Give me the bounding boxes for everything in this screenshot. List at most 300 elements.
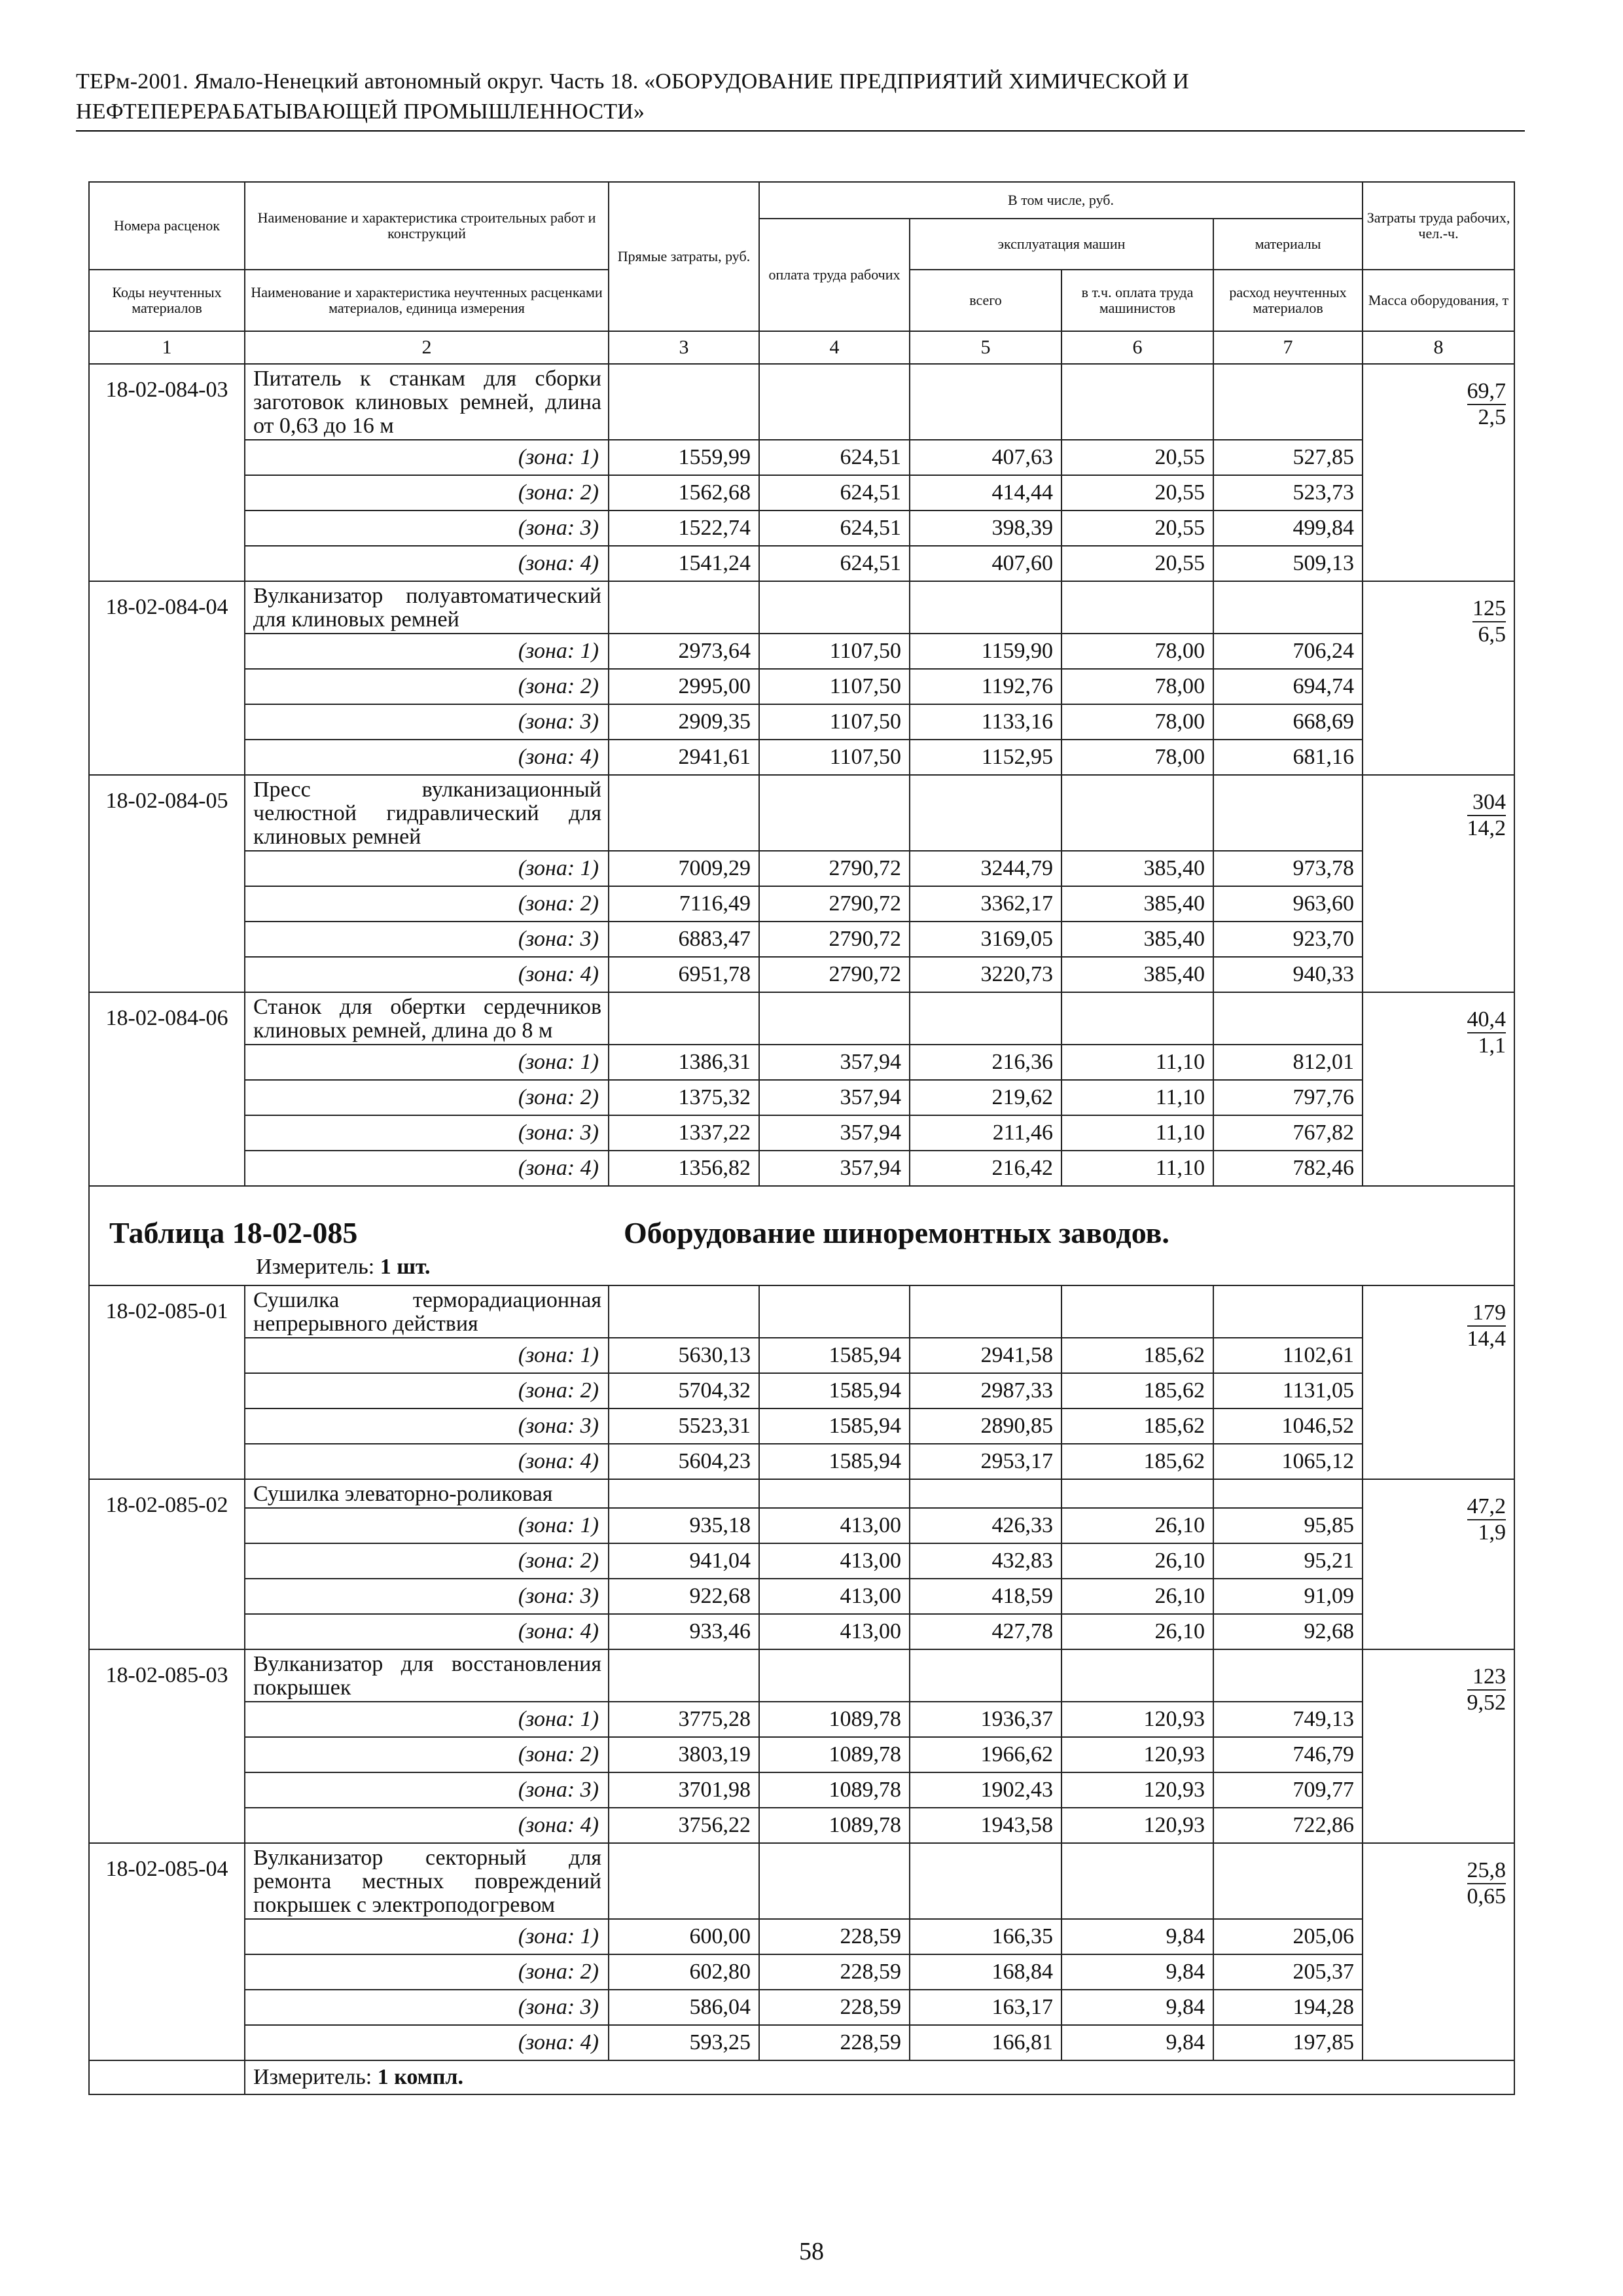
materials-cost: 940,33 — [1213, 957, 1363, 992]
empty-cell — [910, 1285, 1061, 1338]
machine-cost-total: 407,63 — [910, 440, 1061, 475]
zone-label: (зона: 3) — [245, 922, 609, 957]
col8-header-top: Затраты труда рабочих, чел.-ч. — [1363, 182, 1514, 270]
zone-label: (зона: 1) — [245, 851, 609, 886]
empty-cell — [609, 992, 759, 1045]
materials-cost: 797,76 — [1213, 1080, 1363, 1115]
direct-cost: 3701,98 — [609, 1772, 759, 1808]
labor-cost: 304 — [1467, 790, 1507, 816]
table-title-block — [90, 1187, 1514, 1283]
machinist-wages: 9,84 — [1061, 2025, 1213, 2060]
labor-mass-fraction — [1467, 1300, 1507, 1352]
machine-cost-total: 1936,37 — [910, 1702, 1061, 1737]
col1-header-bottom: Коды неучтенных материалов — [89, 270, 245, 331]
machine-cost-total: 3220,73 — [910, 957, 1061, 992]
price-table — [88, 181, 1515, 2095]
empty-cell — [1061, 1843, 1213, 1919]
item-name-row — [89, 992, 1514, 1045]
labor-cost: 40,4 — [1467, 1007, 1507, 1033]
zone-row — [89, 1772, 1514, 1808]
col1-header-top: Номера расценок — [89, 182, 245, 270]
materials-cost: 681,16 — [1213, 740, 1363, 775]
machinist-wages: 120,93 — [1061, 1808, 1213, 1843]
labor-mass-cell — [1363, 364, 1514, 581]
unit-value: 1 шт. — [380, 1255, 431, 1279]
rate-code: 18-02-085-03 — [89, 1649, 245, 1843]
zone-row — [89, 1808, 1514, 1843]
item-name-row — [89, 364, 1514, 440]
labor-cost: 47,2 — [1467, 1494, 1507, 1520]
machine-cost-total: 1133,16 — [910, 704, 1061, 740]
zone-row — [89, 922, 1514, 957]
zone-row — [89, 704, 1514, 740]
empty-cell — [759, 1843, 910, 1919]
machinist-wages: 78,00 — [1061, 634, 1213, 669]
direct-cost: 586,04 — [609, 1990, 759, 2025]
direct-cost: 602,80 — [609, 1954, 759, 1990]
materials-header: материалы — [1213, 219, 1363, 270]
header-line-2: НЕФТЕПЕРЕРАБАТЫВАЮЩЕЙ ПРОМЫШЛЕННОСТИ» — [76, 99, 645, 124]
zone-label: (зона: 3) — [245, 1115, 609, 1151]
direct-cost: 1562,68 — [609, 475, 759, 511]
machine-cost-total: 211,46 — [910, 1115, 1061, 1151]
table-title-row — [89, 1186, 1514, 1285]
zone-row — [89, 1614, 1514, 1649]
empty-cell — [910, 1479, 1061, 1508]
machine-cost-total: 166,81 — [910, 2025, 1061, 2060]
direct-cost: 2995,00 — [609, 669, 759, 704]
col-number: 5 — [910, 331, 1061, 364]
empty-cell — [1061, 775, 1213, 851]
machinist-wages: 78,00 — [1061, 740, 1213, 775]
worker-wages: 2790,72 — [759, 957, 910, 992]
labor-mass-cell — [1363, 1479, 1514, 1649]
col-number: 3 — [609, 331, 759, 364]
zone-row — [89, 1080, 1514, 1115]
direct-cost: 7116,49 — [609, 886, 759, 922]
worker-wages: 2790,72 — [759, 922, 910, 957]
labor-cost: 179 — [1467, 1300, 1507, 1327]
col-number: 2 — [245, 331, 609, 364]
worker-wages: 228,59 — [759, 1954, 910, 1990]
machinist-wages: 385,40 — [1061, 851, 1213, 886]
worker-wages: 1585,94 — [759, 1373, 910, 1408]
footer-unit-prefix: Измеритель: — [253, 2065, 372, 2089]
direct-cost: 1541,24 — [609, 546, 759, 581]
direct-cost: 922,68 — [609, 1579, 759, 1614]
empty-cell — [1061, 992, 1213, 1045]
col-number: 4 — [759, 331, 910, 364]
worker-wages: 2790,72 — [759, 851, 910, 886]
labor-mass-cell — [1363, 1843, 1514, 2060]
worker-wages: 1089,78 — [759, 1808, 910, 1843]
empty-cell — [1061, 581, 1213, 634]
worker-wages: 624,51 — [759, 440, 910, 475]
equipment-mass: 14,4 — [1467, 1327, 1507, 1351]
zone-label: (зона: 4) — [245, 2025, 609, 2060]
item-name-row — [89, 775, 1514, 851]
machinist-wages: 11,10 — [1061, 1080, 1213, 1115]
rate-code: 18-02-085-01 — [89, 1285, 245, 1479]
machinist-wages: 9,84 — [1061, 1919, 1213, 1954]
machine-cost-total: 398,39 — [910, 511, 1061, 546]
machine-cost-total: 1152,95 — [910, 740, 1061, 775]
worker-wages: 413,00 — [759, 1543, 910, 1579]
machinist-wages: 120,93 — [1061, 1772, 1213, 1808]
empty-cell — [609, 1843, 759, 1919]
worker-wages: 1107,50 — [759, 634, 910, 669]
worker-wages: 413,00 — [759, 1508, 910, 1543]
col8-header-bottom: Масса оборудования, т — [1363, 270, 1514, 331]
empty-cell — [759, 581, 910, 634]
machinist-wages: 11,10 — [1061, 1151, 1213, 1186]
zone-row — [89, 511, 1514, 546]
item-name: Станок для обертки сердечников клиновых ремней, длина до 8 м — [245, 992, 609, 1045]
materials-cost: 709,77 — [1213, 1772, 1363, 1808]
machinist-wages: 78,00 — [1061, 704, 1213, 740]
empty-cell — [910, 1649, 1061, 1702]
direct-cost: 3775,28 — [609, 1702, 759, 1737]
zone-label: (зона: 3) — [245, 1579, 609, 1614]
footer-unit-row — [89, 2060, 1514, 2094]
item-name-row — [89, 1649, 1514, 1702]
machinist-wages: 120,93 — [1061, 1702, 1213, 1737]
zone-row — [89, 1045, 1514, 1080]
rate-code: 18-02-085-02 — [89, 1479, 245, 1649]
zone-label: (зона: 2) — [245, 669, 609, 704]
zone-row — [89, 1508, 1514, 1543]
table-label: Таблица 18-02-085 — [109, 1216, 358, 1249]
empty-cell — [1061, 1649, 1213, 1702]
machinist-wages: 185,62 — [1061, 1408, 1213, 1444]
empty-cell — [1213, 581, 1363, 634]
worker-wages: 1107,50 — [759, 704, 910, 740]
direct-cost: 600,00 — [609, 1919, 759, 1954]
zone-row — [89, 546, 1514, 581]
machine-cost-total: 1902,43 — [910, 1772, 1061, 1808]
zone-label: (зона: 4) — [245, 957, 609, 992]
machine-cost-total: 3169,05 — [910, 922, 1061, 957]
machine-cost-total: 166,35 — [910, 1919, 1061, 1954]
zone-row — [89, 1737, 1514, 1772]
including-header: В том числе, руб. — [759, 182, 1363, 219]
direct-cost: 1375,32 — [609, 1080, 759, 1115]
zone-label: (зона: 4) — [245, 546, 609, 581]
materials-cost: 1046,52 — [1213, 1408, 1363, 1444]
machine-cost-total: 163,17 — [910, 1990, 1061, 2025]
worker-wages: 1585,94 — [759, 1338, 910, 1373]
empty-cell — [1213, 1843, 1363, 1919]
rate-code: 18-02-084-04 — [89, 581, 245, 775]
equipment-mass: 14,2 — [1467, 816, 1507, 840]
worker-wages: 624,51 — [759, 475, 910, 511]
item-name: Питатель к станкам для сборки заготовок клиновых ремней, длина от 0,63 до 16 м — [245, 364, 609, 440]
empty-cell — [910, 1843, 1061, 1919]
zone-label: (зона: 1) — [245, 1919, 609, 1954]
zone-label: (зона: 2) — [245, 1737, 609, 1772]
direct-cost: 5523,31 — [609, 1408, 759, 1444]
machine-cost-total: 216,36 — [910, 1045, 1061, 1080]
empty-cell — [609, 1285, 759, 1338]
header-line-1: ТЕРм-2001. Ямало-Ненецкий автономный округ. Часть 18. «ОБОРУДОВАНИЕ ПРЕДПРИЯТИЙ ХИМИЧЕСКОЙ И — [76, 69, 1189, 94]
worker-wages: 624,51 — [759, 511, 910, 546]
col-number: 8 — [1363, 331, 1514, 364]
zone-row — [89, 1151, 1514, 1186]
materials-cost: 91,09 — [1213, 1579, 1363, 1614]
materials-cost: 722,86 — [1213, 1808, 1363, 1843]
labor-cost: 25,8 — [1467, 1858, 1507, 1884]
zone-label: (зона: 1) — [245, 1508, 609, 1543]
zone-row — [89, 440, 1514, 475]
zone-label: (зона: 4) — [245, 1808, 609, 1843]
zone-label: (зона: 3) — [245, 1772, 609, 1808]
machine-cost-total: 427,78 — [910, 1614, 1061, 1649]
zone-row — [89, 1444, 1514, 1479]
zone-label: (зона: 3) — [245, 704, 609, 740]
materials-cost: 706,24 — [1213, 634, 1363, 669]
zone-row — [89, 1373, 1514, 1408]
empty-cell — [1061, 1479, 1213, 1508]
worker-wages: 357,94 — [759, 1151, 910, 1186]
item-name-row — [89, 1285, 1514, 1338]
materials-cost: 205,06 — [1213, 1919, 1363, 1954]
materials-cost: 95,85 — [1213, 1508, 1363, 1543]
materials-cost: 668,69 — [1213, 704, 1363, 740]
labor-mass-cell — [1363, 581, 1514, 775]
worker-wages: 1107,50 — [759, 669, 910, 704]
zone-row — [89, 1919, 1514, 1954]
equipment-mass: 2,5 — [1478, 405, 1507, 429]
zone-row — [89, 851, 1514, 886]
col5-header: всего — [910, 270, 1061, 331]
labor-mass-fraction — [1467, 1664, 1507, 1715]
empty-cell — [1213, 364, 1363, 440]
materials-cost: 1102,61 — [1213, 1338, 1363, 1373]
zone-row — [89, 1338, 1514, 1373]
table-title-cell — [89, 1186, 1514, 1285]
materials-cost: 812,01 — [1213, 1045, 1363, 1080]
rate-code: 18-02-084-03 — [89, 364, 245, 581]
machinist-wages: 26,10 — [1061, 1614, 1213, 1649]
machinist-wages: 20,55 — [1061, 475, 1213, 511]
zone-label: (зона: 3) — [245, 511, 609, 546]
empty-cell — [1213, 775, 1363, 851]
empty-cell — [910, 992, 1061, 1045]
machine-cost-total: 1966,62 — [910, 1737, 1061, 1772]
empty-cell — [1213, 1479, 1363, 1508]
materials-cost: 523,73 — [1213, 475, 1363, 511]
labor-cost: 123 — [1467, 1664, 1507, 1691]
worker-wages: 1585,94 — [759, 1408, 910, 1444]
machinist-wages: 11,10 — [1061, 1115, 1213, 1151]
empty-cell — [759, 364, 910, 440]
labor-mass-cell — [1363, 1285, 1514, 1479]
zone-label: (зона: 4) — [245, 1151, 609, 1186]
zone-row — [89, 634, 1514, 669]
direct-cost: 3803,19 — [609, 1737, 759, 1772]
labor-mass-fraction — [1467, 790, 1507, 841]
empty-cell — [1213, 992, 1363, 1045]
machinist-wages: 185,62 — [1061, 1338, 1213, 1373]
labor-mass-fraction — [1472, 596, 1506, 647]
worker-wages: 357,94 — [759, 1080, 910, 1115]
machinist-wages: 20,55 — [1061, 511, 1213, 546]
footer-unit-value: 1 компл. — [377, 2065, 464, 2089]
direct-cost: 3756,22 — [609, 1808, 759, 1843]
zone-label: (зона: 2) — [245, 1373, 609, 1408]
zone-label: (зона: 2) — [245, 1543, 609, 1579]
zone-label: (зона: 4) — [245, 740, 609, 775]
machine-cost-total: 2987,33 — [910, 1373, 1061, 1408]
zone-row — [89, 669, 1514, 704]
direct-cost: 2941,61 — [609, 740, 759, 775]
equipment-mass: 6,5 — [1478, 622, 1507, 647]
col-number: 1 — [89, 331, 245, 364]
direct-cost: 593,25 — [609, 2025, 759, 2060]
col-number: 7 — [1213, 331, 1363, 364]
machine-cost-total: 1159,90 — [910, 634, 1061, 669]
machine-cost-total: 432,83 — [910, 1543, 1061, 1579]
empty-cell — [609, 581, 759, 634]
direct-cost: 935,18 — [609, 1508, 759, 1543]
empty-cell — [1061, 1285, 1213, 1338]
item-name-row — [89, 1843, 1514, 1919]
direct-cost: 2973,64 — [609, 634, 759, 669]
machinist-wages: 385,40 — [1061, 957, 1213, 992]
table-name: Оборудование шиноремонтных заводов. — [624, 1216, 1169, 1249]
materials-cost: 782,46 — [1213, 1151, 1363, 1186]
equipment-mass: 1,1 — [1478, 1033, 1507, 1058]
zone-label: (зона: 4) — [245, 1614, 609, 1649]
col2-header-bottom: Наименование и характеристика неучтенных расценками материалов, единица измерения — [245, 270, 609, 331]
machinist-wages: 385,40 — [1061, 922, 1213, 957]
item-name-row — [89, 1479, 1514, 1508]
worker-wages: 228,59 — [759, 1990, 910, 2025]
machine-cost-total: 219,62 — [910, 1080, 1061, 1115]
item-name: Сушилка элеваторно-роликовая — [245, 1479, 609, 1508]
empty-cell — [910, 775, 1061, 851]
item-name: Вулканизатор для восстановления покрышек — [245, 1649, 609, 1702]
zone-label: (зона: 1) — [245, 634, 609, 669]
materials-cost: 1131,05 — [1213, 1373, 1363, 1408]
empty-cell — [759, 992, 910, 1045]
machinist-wages: 26,10 — [1061, 1543, 1213, 1579]
zone-label: (зона: 1) — [245, 1702, 609, 1737]
rate-code: 18-02-085-04 — [89, 1843, 245, 2060]
direct-cost: 1559,99 — [609, 440, 759, 475]
direct-cost: 1337,22 — [609, 1115, 759, 1151]
page-number: 58 — [799, 2238, 824, 2265]
zone-row — [89, 957, 1514, 992]
worker-wages: 228,59 — [759, 1919, 910, 1954]
zone-label: (зона: 1) — [245, 1045, 609, 1080]
machine-cost-total: 3244,79 — [910, 851, 1061, 886]
worker-wages: 1107,50 — [759, 740, 910, 775]
empty-cell — [609, 1479, 759, 1508]
machinist-wages: 78,00 — [1061, 669, 1213, 704]
machine-cost-total: 2953,17 — [910, 1444, 1061, 1479]
materials-cost: 499,84 — [1213, 511, 1363, 546]
zone-row — [89, 740, 1514, 775]
zone-row — [89, 886, 1514, 922]
worker-wages: 1089,78 — [759, 1702, 910, 1737]
machinist-wages: 20,55 — [1061, 546, 1213, 581]
worker-wages: 1089,78 — [759, 1772, 910, 1808]
worker-wages: 228,59 — [759, 2025, 910, 2060]
empty-cell — [1213, 1649, 1363, 1702]
machines-header: эксплуатация машин — [910, 219, 1213, 270]
zone-row — [89, 1954, 1514, 1990]
worker-wages: 624,51 — [759, 546, 910, 581]
machine-cost-total: 1192,76 — [910, 669, 1061, 704]
zone-row — [89, 1408, 1514, 1444]
zone-row — [89, 1543, 1514, 1579]
empty-cell — [910, 581, 1061, 634]
labor-mass-fraction — [1467, 1494, 1507, 1545]
item-name-row — [89, 581, 1514, 634]
rate-code: 18-02-084-05 — [89, 775, 245, 992]
materials-cost: 923,70 — [1213, 922, 1363, 957]
machine-cost-total: 407,60 — [910, 546, 1061, 581]
materials-cost: 527,85 — [1213, 440, 1363, 475]
direct-cost: 1356,82 — [609, 1151, 759, 1186]
item-name: Вулканизатор полуавтоматический для клиновых ремней — [245, 581, 609, 634]
empty-cell — [759, 1479, 910, 1508]
machinist-wages: 9,84 — [1061, 1954, 1213, 1990]
materials-cost: 205,37 — [1213, 1954, 1363, 1990]
labor-cost: 69,7 — [1467, 379, 1507, 405]
zone-label: (зона: 2) — [245, 1954, 609, 1990]
zone-label: (зона: 2) — [245, 1080, 609, 1115]
labor-mass-cell — [1363, 1649, 1514, 1843]
machinist-wages: 11,10 — [1061, 1045, 1213, 1080]
direct-cost: 5630,13 — [609, 1338, 759, 1373]
header-rule — [76, 130, 1525, 132]
empty-cell — [910, 364, 1061, 440]
machine-cost-total: 426,33 — [910, 1508, 1061, 1543]
zone-label: (зона: 4) — [245, 1444, 609, 1479]
machine-cost-total: 2890,85 — [910, 1408, 1061, 1444]
item-name: Вулканизатор секторный для ремонта местных повреждений покрышек с электроподогревом — [245, 1843, 609, 1919]
labor-cost: 125 — [1472, 596, 1506, 622]
zone-row — [89, 1579, 1514, 1614]
item-name: Сушилка терморадиационная непрерывного действия — [245, 1285, 609, 1338]
direct-cost: 941,04 — [609, 1543, 759, 1579]
col-number: 6 — [1061, 331, 1213, 364]
equipment-mass: 1,9 — [1478, 1520, 1507, 1545]
materials-cost: 1065,12 — [1213, 1444, 1363, 1479]
zone-label: (зона: 3) — [245, 1408, 609, 1444]
col3-header: Прямые затраты, руб. — [609, 182, 759, 331]
worker-wages: 357,94 — [759, 1115, 910, 1151]
materials-cost: 509,13 — [1213, 546, 1363, 581]
empty-cell — [759, 1649, 910, 1702]
zone-row — [89, 2025, 1514, 2060]
col4-header: оплата труда рабочих — [759, 219, 910, 331]
item-name: Пресс вулканизационный челюстной гидравлический для клиновых ремней — [245, 775, 609, 851]
zone-label: (зона: 1) — [245, 1338, 609, 1373]
zone-label: (зона: 2) — [245, 886, 609, 922]
direct-cost: 933,46 — [609, 1614, 759, 1649]
worker-wages: 413,00 — [759, 1614, 910, 1649]
machine-cost-total: 414,44 — [910, 475, 1061, 511]
materials-cost: 92,68 — [1213, 1614, 1363, 1649]
labor-mass-cell — [1363, 775, 1514, 992]
materials-cost: 963,60 — [1213, 886, 1363, 922]
materials-cost: 694,74 — [1213, 669, 1363, 704]
materials-cost: 973,78 — [1213, 851, 1363, 886]
zone-row — [89, 1990, 1514, 2025]
